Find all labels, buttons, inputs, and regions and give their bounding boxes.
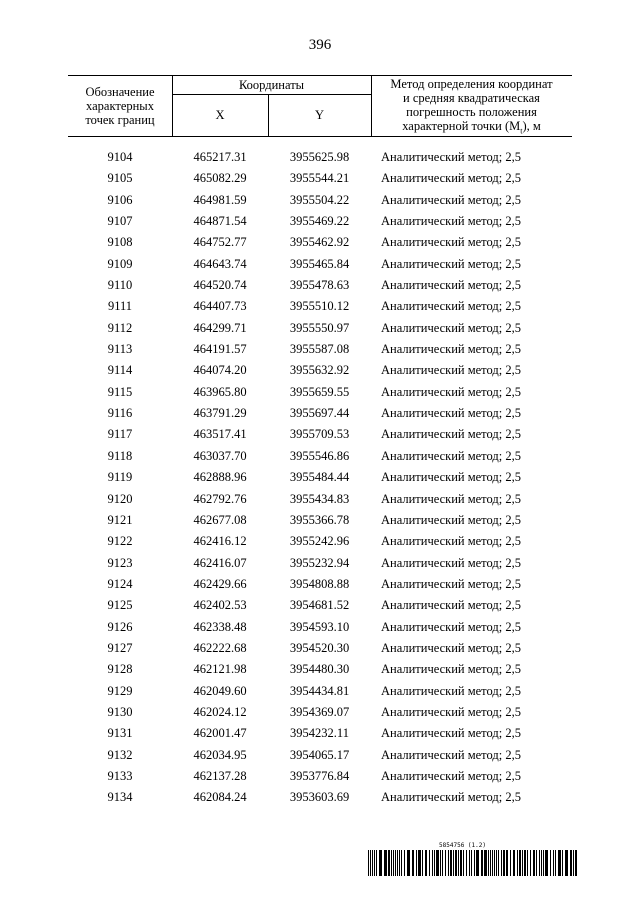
table-row [68,641,572,662]
barcode-bar [442,850,443,876]
table-row [68,299,572,320]
barcode-bar [395,850,396,876]
barcode-bar [501,850,502,876]
coord-y: 3953603.69 [289,790,350,805]
point-number: 9108 [107,235,133,250]
table-row [68,790,572,811]
coord-x: 463965.80 [193,384,247,399]
method-text: Аналитический метод; 2,5 [381,576,521,591]
barcode-label: 5854756 (1.2) [439,842,486,849]
method-text: Аналитический метод; 2,5 [381,704,521,719]
barcode-bar [440,850,441,876]
coord-y: 3955659.55 [289,384,350,399]
coord-x: 462121.98 [193,662,247,677]
point-number: 9107 [107,214,133,229]
barcode-bar [466,850,467,876]
point-number: 9111 [107,299,133,314]
table-row [68,235,572,256]
coord-x: 463517.41 [193,427,247,442]
method-text: Аналитический метод; 2,5 [381,598,521,613]
coord-x: 462416.12 [193,534,247,549]
header-line: погрешность положения [406,105,537,119]
barcode-bar [416,850,417,876]
barcode-bar [412,850,414,876]
header-y: Y [314,108,325,122]
header-line: и средняя квадратическая [403,91,540,105]
barcode-bar [506,850,508,876]
barcode-bar [379,850,382,876]
coord-x: 464299.71 [193,320,247,335]
table-row [68,363,572,384]
barcode-bar [519,850,521,876]
barcode-bar [418,850,421,876]
barcode-bar [496,850,497,876]
header-line: характерных [86,99,154,113]
barcode-bar [513,850,515,876]
coord-y: 3954681.52 [289,598,350,613]
coord-y: 3955504.22 [289,192,350,207]
coord-y: 3955546.86 [289,448,350,463]
table-row [68,193,572,214]
coord-y: 3955697.44 [289,406,350,421]
method-text: Аналитический метод; 2,5 [381,512,521,527]
coord-y: 3955550.97 [289,320,350,335]
barcode-bar [558,850,561,876]
barcode-bar [492,850,493,876]
table-row [68,385,572,406]
coord-y: 3955484.44 [289,470,350,485]
method-text: Аналитический метод; 2,5 [381,683,521,698]
barcode-bar [458,850,459,876]
method-text: Аналитический метод; 2,5 [381,299,521,314]
coord-x: 462792.76 [193,491,247,506]
barcode-bar [498,850,499,876]
barcode-bar [401,850,402,876]
barcode-bar [469,850,470,876]
coord-y: 3954480.30 [289,662,350,677]
table-row [68,492,572,513]
barcode-bar [460,850,462,876]
table-row [68,342,572,363]
point-number: 9119 [107,470,133,485]
method-text: Аналитический метод; 2,5 [381,192,521,207]
coord-x: 464074.20 [193,363,247,378]
method-text: Аналитический метод; 2,5 [381,662,521,677]
table-row [68,449,572,470]
coord-y: 3955478.63 [289,278,350,293]
point-number: 9110 [107,278,133,293]
method-text: Аналитический метод; 2,5 [381,363,521,378]
point-number: 9115 [107,384,133,399]
coord-y: 3955469.22 [289,214,350,229]
table-row [68,257,572,278]
point-number: 9114 [107,363,133,378]
barcode-bar [384,850,387,876]
barcode-bar [550,850,551,876]
barcode-bar [374,850,375,876]
method-text: Аналитический метод; 2,5 [381,278,521,293]
header-line: Обозначение [85,85,155,99]
coord-x: 464643.74 [193,256,247,271]
coord-x: 462049.60 [193,683,247,698]
coord-y: 3954232.11 [290,726,349,741]
barcode-bar [530,850,531,876]
method-text: Аналитический метод; 2,5 [381,427,521,442]
table-row [68,150,572,171]
point-number: 9124 [107,576,133,591]
point-number: 9127 [107,640,133,655]
point-number: 9113 [107,342,133,357]
coord-x: 464752.77 [193,235,247,250]
table-header [68,75,572,137]
method-text: Аналитический метод; 2,5 [381,235,521,250]
table-row [68,620,572,641]
coord-y: 3955366.78 [289,512,350,527]
point-number: 9133 [107,768,133,783]
table-row [68,748,572,769]
coord-y: 3954369.07 [289,704,350,719]
barcode-bar [494,850,495,876]
coord-y: 3954434.81 [289,683,350,698]
point-number: 9106 [107,192,133,207]
barcode-bar [539,850,540,876]
coord-y: 3955434.83 [289,491,350,506]
point-number: 9122 [107,534,133,549]
coord-y: 3953776.84 [289,768,350,783]
method-text: Аналитический метод; 2,5 [381,491,521,506]
table-row [68,769,572,790]
barcode-bar [573,850,574,876]
barcode-bar [527,850,528,876]
coord-x: 462402.53 [193,598,247,613]
barcode-bar [376,850,377,876]
method-text: Аналитический метод; 2,5 [381,320,521,335]
barcode-block [368,842,578,876]
method-text: Аналитический метод; 2,5 [381,768,521,783]
barcode-bar [555,850,556,876]
barcode-bar [422,850,423,876]
coord-x: 464520.74 [193,278,247,293]
barcode-bar [524,850,526,876]
coord-y: 3955625.98 [289,150,350,164]
point-number: 9104 [107,150,133,164]
coord-x: 462416.07 [193,555,247,570]
barcode-bar [445,850,446,876]
point-number: 9105 [107,171,133,186]
barcode-bar [575,850,577,876]
barcode-bar [436,850,439,876]
coord-y: 3954520.30 [289,640,350,655]
barcode-bar [388,850,390,876]
barcode-bar [429,850,430,876]
coord-y: 3955544.21 [289,171,350,186]
table-row [68,662,572,683]
method-text: Аналитический метод; 2,5 [381,214,521,229]
table-row [68,534,572,555]
barcode-bar [448,850,449,876]
coord-x: 462084.24 [193,790,247,805]
header-x: X [215,108,225,122]
barcode-bar [484,850,487,876]
coord-x: 462888.96 [193,470,247,485]
point-number: 9129 [107,683,133,698]
method-text: Аналитический метод; 2,5 [381,555,521,570]
barcode-bar [510,850,511,876]
header-line [371,119,572,139]
barcode-bar [372,850,373,876]
barcode-image [368,850,578,876]
point-number: 9123 [107,555,133,570]
coord-x: 464191.57 [193,342,247,357]
barcode-bar [434,850,435,876]
coord-x: 462222.68 [193,640,247,655]
table-row [68,406,572,427]
barcode-bar [368,850,369,876]
barcode-bar [488,850,489,876]
method-text: Аналитический метод; 2,5 [381,171,521,186]
coord-x: 464981.59 [193,192,247,207]
barcode-bar [533,850,535,876]
barcode-bar [450,850,452,876]
table-row [68,278,572,299]
page-number: 396 [308,37,332,53]
barcode-bar [455,850,457,876]
header-line: точек границ [85,113,155,127]
barcode-bar [425,850,427,876]
barcode-bar [543,850,544,876]
coord-y: 3954065.17 [289,747,350,762]
method-text: Аналитический метод; 2,5 [381,534,521,549]
method-text: Аналитический метод; 2,5 [381,256,521,271]
header-fragment: характерной точки (M [402,119,521,133]
table-row [68,321,572,342]
barcode-bar [522,850,523,876]
barcode-bar [370,850,371,876]
coord-x: 465217.31 [193,150,247,164]
coord-y: 3955465.84 [289,256,350,271]
method-text: Аналитический метод; 2,5 [381,406,521,421]
header-fragment: ), м [522,119,541,133]
table-row [68,556,572,577]
point-number: 9125 [107,598,133,613]
coord-x: 462677.08 [193,512,247,527]
point-number: 9118 [107,448,133,463]
barcode-bar [391,850,392,876]
barcode-bar [393,850,394,876]
point-number: 9130 [107,704,133,719]
table-row [68,427,572,448]
header-subscript: t [520,126,523,136]
coord-y: 3955632.92 [289,363,350,378]
coord-x: 463791.29 [193,406,247,421]
table-row [68,171,572,192]
coord-x: 462024.12 [193,704,247,719]
coord-x: 463037.70 [193,448,247,463]
method-text: Аналитический метод; 2,5 [381,448,521,463]
table-row [68,513,572,534]
point-number: 9132 [107,747,133,762]
method-text: Аналитический метод; 2,5 [381,384,521,399]
table-row [68,684,572,705]
method-text: Аналитический метод; 2,5 [381,747,521,762]
table-row [68,598,572,619]
table-row [68,214,572,235]
barcode-bar [463,850,464,876]
coordinates-table-body [68,150,572,812]
point-number: 9112 [107,320,133,335]
barcode-bar [481,850,483,876]
point-number: 9126 [107,619,133,634]
coord-y: 3955242.96 [289,534,350,549]
barcode-bar [407,850,410,876]
method-text: Аналитический метод; 2,5 [381,342,521,357]
coord-x: 462001.47 [193,726,247,741]
point-number: 9131 [107,726,133,741]
point-number: 9121 [107,512,133,527]
barcode-bar [503,850,505,876]
barcode-bar [562,850,563,876]
coord-y: 3955462.92 [289,235,350,250]
coord-y: 3955510.12 [289,299,350,314]
coord-x: 464407.73 [193,299,247,314]
coord-x: 465082.29 [193,171,247,186]
method-text: Аналитический метод; 2,5 [381,640,521,655]
barcode-bar [570,850,572,876]
coord-x: 462137.28 [193,768,247,783]
coord-y: 3954593.10 [289,619,350,634]
table-row [68,726,572,747]
point-number: 9134 [107,790,133,805]
header-line: Метод определения координат [390,77,553,91]
barcode-bar [517,850,518,876]
header-coordinates: Координаты [238,78,305,92]
method-text: Аналитический метод; 2,5 [381,150,521,164]
header-subdivider [172,94,371,95]
barcode-bar [536,850,537,876]
header-point-designation [68,85,172,127]
coord-y: 3955232.94 [289,555,350,570]
coord-x: 462034.95 [193,747,247,762]
point-number: 9109 [107,256,133,271]
point-number: 9116 [107,406,133,421]
point-number: 9120 [107,491,133,506]
barcode-bar [490,850,491,876]
coord-x: 464871.54 [193,214,247,229]
point-number: 9128 [107,662,133,677]
barcode-bar [399,850,400,876]
coord-y: 3955587.08 [289,342,350,357]
header-method [371,77,572,139]
barcode-bar [397,850,398,876]
barcode-bar [471,850,472,876]
barcode-bar [453,850,454,876]
coord-y: 3955709.53 [289,427,350,442]
barcode-bar [565,850,568,876]
barcode-bar [553,850,554,876]
barcode-bar [474,850,475,876]
coord-x: 462338.48 [193,619,247,634]
coord-y: 3954808.88 [289,576,350,591]
barcode-bar [404,850,405,876]
table-row [68,470,572,491]
method-text: Аналитический метод; 2,5 [381,726,521,741]
method-text: Аналитический метод; 2,5 [381,790,521,805]
table-row [68,577,572,598]
barcode-bar [541,850,542,876]
barcode-bar [432,850,433,876]
method-text: Аналитический метод; 2,5 [381,619,521,634]
barcode-bar [545,850,548,876]
barcode-bar [476,850,479,876]
coord-x: 462429.66 [193,576,247,591]
point-number: 9117 [107,427,133,442]
table-row [68,705,572,726]
method-text: Аналитический метод; 2,5 [381,470,521,485]
